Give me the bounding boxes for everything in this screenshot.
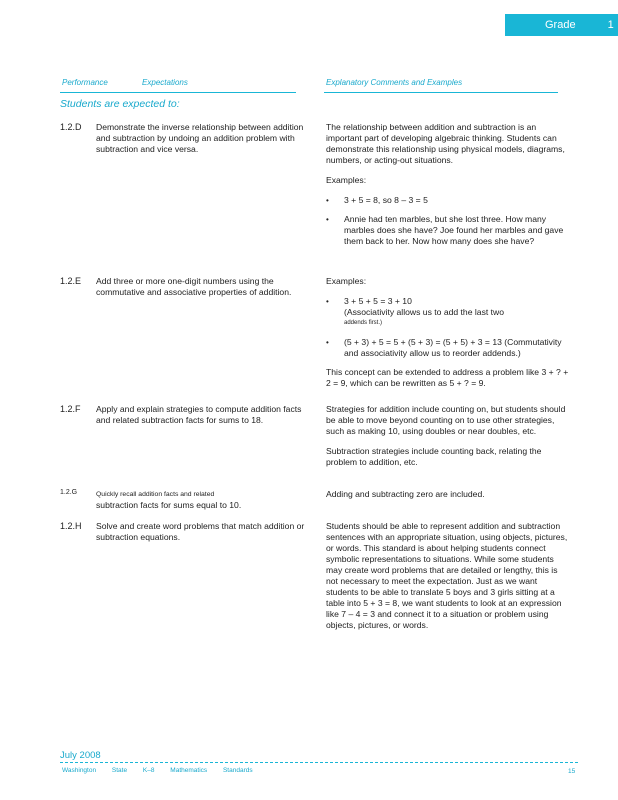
page-number: 15 xyxy=(568,768,576,775)
standard-code: 1.2.H xyxy=(60,521,82,531)
comments xyxy=(326,521,571,640)
footer-item: Standards xyxy=(222,767,253,774)
footer-item: State xyxy=(111,767,128,774)
grade-label: Grade xyxy=(545,19,576,31)
comment-paragraph: Strategies for addition include counting on, but students should be able to move beyond counting on to use other strategies, such as making 10, using doubles or near doubles, etc. xyxy=(326,404,566,436)
grade-number: 1 xyxy=(607,19,614,31)
list-item: • (5 + 3) + 5 = 5 + (5 + 3) = (5 + 5) + 3 = 13 (Commutativity and associativity allow us to reorder addends.) xyxy=(326,337,571,359)
comment-paragraph: Adding and subtracting zero are included. xyxy=(326,489,485,499)
comment-paragraph: Students should be able to represent addition and subtraction sentences with an appropriate situation, using objects, pictures, or words. This standard is about helping students connect symbolic representations to situations. While some students may create word problems that are detailed or lengthy, this is not necessary to meet the expectation. Just as we want students to be able to translate 5 boys and 3 girls sitting at a table into 5 + 3 = 8, we want students to look at an expression like 7 – 4 = 3 and connect it to a situation or problem using objects, pictures, or words. xyxy=(326,521,568,630)
heading-performance: Performance xyxy=(62,78,108,87)
heading-rule-left xyxy=(60,92,296,93)
comment-paragraph: The relationship between addition and subtraction is an important part of developing algebraic thinking. Students can demonstrate this relationship using physical models, diagrams, numbers, or acting-out situations. xyxy=(326,122,565,165)
example-note-small: addends first.) xyxy=(344,320,383,326)
example-equation: • 3 + 5 + 5 = 3 + 10 xyxy=(344,296,412,306)
example-note: (Associativity allows us to add the last two xyxy=(344,307,505,317)
footer-item: K–8 xyxy=(142,767,155,774)
footer-item: Mathematics xyxy=(170,767,208,774)
comment-paragraph: Examples: xyxy=(326,276,367,286)
expectation-text: Add three or more one-digit numbers using the commutative and associative properties of addition. xyxy=(96,276,292,297)
expectation-text-main: subtraction facts for sums equal to 10. xyxy=(96,500,242,510)
intro-text: Students are expected to: xyxy=(60,98,180,110)
expectation-text: Demonstrate the inverse relationship between addition and subtraction by undoing an addition problem with subtraction and vice versa. xyxy=(96,122,304,154)
heading-expectations: Expectations xyxy=(142,78,188,87)
comments xyxy=(326,122,571,255)
comments xyxy=(326,404,571,477)
standard-code: 1.2.D xyxy=(60,122,82,132)
standard-code: 1.2.E xyxy=(60,276,82,286)
examples-list xyxy=(326,195,571,247)
expectation-text-small: Quickly recall addition facts and related xyxy=(96,491,215,498)
footer-rule xyxy=(60,762,578,763)
comment-paragraph: Examples: xyxy=(326,175,367,185)
examples-list xyxy=(326,296,571,359)
list-item xyxy=(326,296,571,329)
standard-code: 1.2.F xyxy=(60,404,81,414)
footer-date: July 2008 xyxy=(60,750,101,761)
heading-rule-right xyxy=(324,92,558,93)
comments xyxy=(326,276,571,398)
explanatory-heading: Explanatory Comments and Examples xyxy=(326,78,463,87)
comments xyxy=(326,489,571,509)
performance-expectations-heading xyxy=(62,78,188,87)
expectation-text xyxy=(96,489,306,511)
standard-code: 1.2.G xyxy=(60,489,78,496)
expectation-text: Solve and create word problems that match addition or subtraction equations. xyxy=(96,521,305,542)
grade-tab xyxy=(505,14,618,36)
comment-paragraph: This concept can be extended to address a problem like 3 + ? + 2 = 9, which can be rewritten as 5 + ? = 9. xyxy=(326,367,569,388)
list-item: • 3 + 5 = 8, so 8 – 3 = 5 xyxy=(326,195,571,206)
footer-title xyxy=(62,767,267,774)
comment-paragraph: Subtraction strategies include counting back, relating the problem to addition, etc. xyxy=(326,446,542,467)
footer-item: Washington xyxy=(62,767,97,774)
list-item: • Annie had ten marbles, but she lost three. How many marbles does she have? Joe found her marbles and gave them back to her. Now how many does she have? xyxy=(326,214,571,247)
expectation-text: Apply and explain strategies to compute addition facts and related subtraction facts for sums to 18. xyxy=(96,404,302,425)
